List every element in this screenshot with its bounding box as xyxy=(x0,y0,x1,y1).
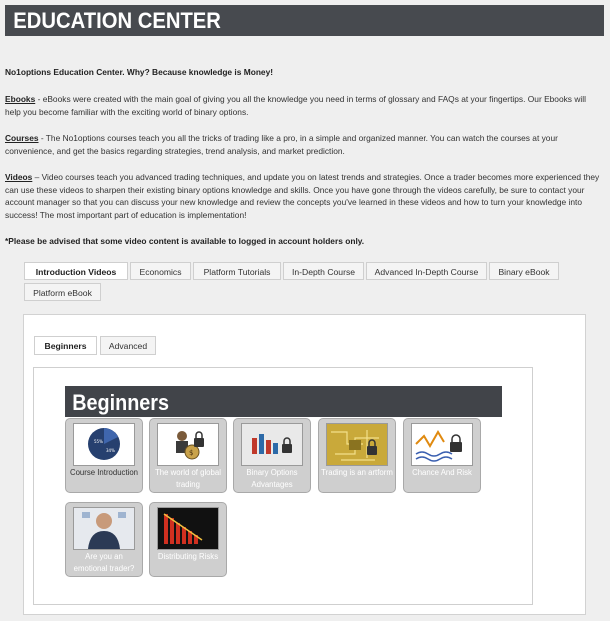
video-card-chance-and-risk[interactable] xyxy=(403,418,481,493)
videos-label: Videos xyxy=(5,172,33,182)
ebooks-paragraph: Ebooks - eBooks were created with the main goal of giving you all the knowledge you need in terms of glossary and FAQs at your fingertips. Our Ebooks will help you become familiar with the exciting world of binary options. xyxy=(5,94,586,117)
line-chart-icon xyxy=(411,423,473,466)
section-title: Beginners xyxy=(72,390,170,415)
video-card-trading-is-an-artform[interactable] xyxy=(318,418,396,493)
ebooks-label: Ebooks xyxy=(5,94,36,104)
globe-trader-icon xyxy=(157,423,219,466)
video-card-course-introduction[interactable] xyxy=(65,418,143,493)
video-card-emotional-trader[interactable] xyxy=(65,502,143,577)
courses-label: Courses xyxy=(5,133,39,143)
svg-text:$: $ xyxy=(189,449,194,457)
intro-text: No1options Education Center. Why? Because knowledge is Money! xyxy=(5,67,274,77)
circuit-board-icon xyxy=(326,423,388,466)
page-header xyxy=(5,5,604,36)
svg-text:34%: 34% xyxy=(106,448,115,453)
page-title: EDUCATION CENTER xyxy=(13,8,221,33)
video-card-world-of-global-trading[interactable] xyxy=(149,418,227,493)
tab-introduction-videos[interactable]: Introduction Videos xyxy=(24,262,128,280)
video-card-distributing-risks[interactable] xyxy=(149,502,227,577)
video-card-caption: The world of global trading xyxy=(155,468,221,489)
video-card-caption: Are you an emotional trader? xyxy=(73,552,135,573)
svg-text:55%: 55% xyxy=(94,439,103,444)
tab-binary-ebook[interactable]: Binary eBook xyxy=(489,262,559,280)
subtab-beginners[interactable]: Beginners xyxy=(34,336,97,355)
tab-platform-tutorials[interactable]: Platform Tutorials xyxy=(193,262,281,280)
video-card-caption: Trading is an artform xyxy=(321,468,393,477)
video-card-caption: Distributing Risks xyxy=(157,552,219,561)
courses-paragraph: Courses - The No1options courses teach you all the tricks of trading like a pro, in a simple and organized manner. You can watch the courses at your convenience, and get the basics regarding strategies, trend analysis, and market prediction. xyxy=(5,133,558,156)
section-header xyxy=(65,386,502,417)
tab-in-depth-course[interactable]: In-Depth Course xyxy=(283,262,364,280)
videos-paragraph: Videos – Video courses teach you advanced trading techniques, and update you on latest trends and strategies. Once a trader becomes more experienced they can use these videos to sharpen their existing binary options knowledge and skills. Once you have gone through the videos carefully, be sure to contact your account manager so that you can discuss your new knowledge and review the concepts you've learned in these videos and how to turn your knowledge into success! The most important part of education is implementation! xyxy=(5,172,600,220)
tab-advanced-in-depth-course[interactable]: Advanced In-Depth Course xyxy=(366,262,487,280)
subtab-advanced[interactable]: Advanced xyxy=(100,336,156,355)
trader-portrait-icon xyxy=(73,507,135,550)
falling-bars-icon xyxy=(157,507,219,550)
bar-chart-icon xyxy=(241,423,303,466)
video-card-caption: Chance And Risk xyxy=(412,468,472,477)
pie-chart-icon xyxy=(73,423,135,466)
video-card-caption: Binary Options Advantages xyxy=(246,468,298,489)
video-card-caption: Course Introduction xyxy=(69,468,139,477)
notice-text: *Please be advised that some video content is available to logged in account holders only. xyxy=(5,236,365,246)
tab-platform-ebook[interactable]: Platform eBook xyxy=(24,283,101,301)
tab-economics[interactable]: Economics xyxy=(130,262,191,280)
video-card-binary-options-advantages[interactable] xyxy=(233,418,311,493)
